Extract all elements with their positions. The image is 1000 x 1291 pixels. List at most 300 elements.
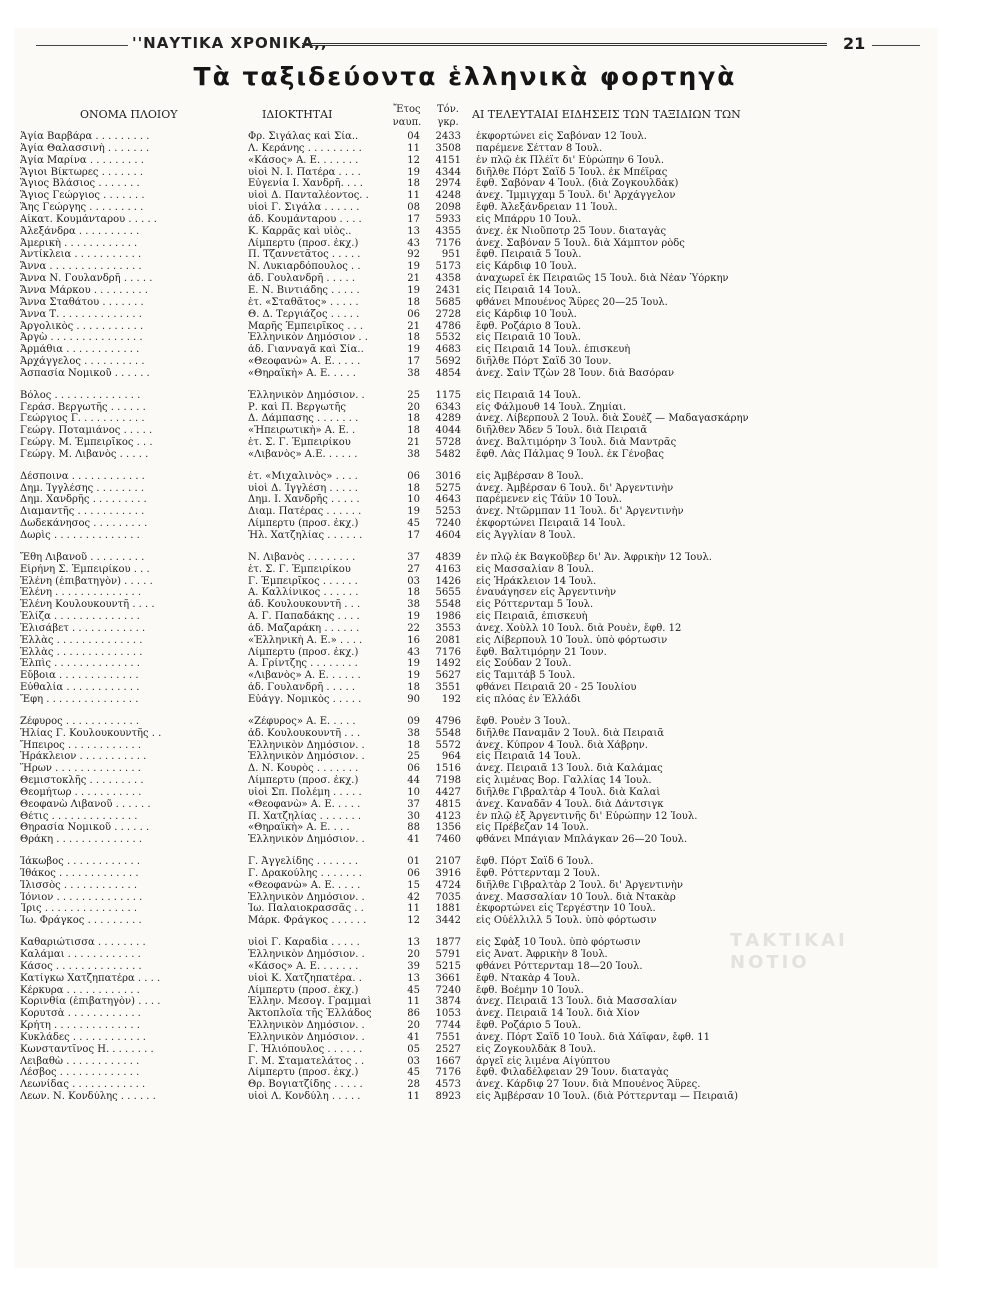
owner-name: Δ. Δάμπασης . . . . . . . xyxy=(248,413,359,425)
ship-name: Γεώργιος Γ. . . . . . . . . . . xyxy=(20,413,145,425)
owner-name: «Ἑλληνικὴ Α. Ε.» . . . . xyxy=(248,634,363,646)
latest-news: ἀργεῖ εἰς λιμένα Αἰγύπτου xyxy=(476,1055,611,1067)
latest-news: εἰς Ἀνατ. Ἀφρικὴν 8 Ἰουλ. xyxy=(476,949,608,960)
masthead xyxy=(20,32,930,56)
column-header-tons-line1: Τόν. xyxy=(437,104,459,115)
latest-news: εἰς Σφὰξ 10 Ἰουλ. ὑπὸ φόρτωσιν xyxy=(476,937,641,949)
page-title: Τὰ ταξιδεύοντα ἑλληνικὰ φορτηγὰ xyxy=(193,62,737,91)
table-row xyxy=(20,238,900,250)
owner-name: Α. Γ. Παπαδάκης . . . . xyxy=(248,611,360,623)
gross-tons: 4355 xyxy=(435,225,461,237)
latest-news: ἀνεχ. Ἴμμιγχαμ 5 Ἰουλ. δι' Ἀρχάγγελον xyxy=(476,190,676,202)
owner-name: «Θεοφανὼ» Α. Ε. . . . . xyxy=(248,356,361,368)
gross-tons: 4839 xyxy=(435,551,461,563)
owner-name: Ε. Ν. Βιντιάδης . . . . . xyxy=(248,284,360,296)
owner-name: Θ. Δ. Τεργιάζος . . . . . xyxy=(248,308,360,320)
gross-tons: 6343 xyxy=(435,401,461,413)
owner-name: υἱοὶ Ν. Ι. Πατέρα . . . . xyxy=(248,166,361,178)
latest-news: εἰς Πειραιᾶ 14 Ἰουλ. xyxy=(476,751,581,763)
owner-name: «Κάσος» Α. Ε. . . . . . . xyxy=(248,960,359,972)
latest-news: εἰς Σούδαν 2 Ἰουλ. xyxy=(476,658,572,670)
build-year: 12 xyxy=(407,154,420,166)
gross-tons: 4643 xyxy=(435,494,461,506)
latest-news: ἔφθ. Ροζάριο 5 Ἰουλ. xyxy=(476,1020,582,1032)
gross-tons: 1881 xyxy=(435,903,461,915)
table-row xyxy=(20,1056,900,1068)
build-year: 18 xyxy=(407,682,420,694)
ship-name: Κρήτη . . . . . . . . . . . . . . xyxy=(20,1020,140,1032)
table-row xyxy=(20,658,900,670)
gross-tons: 964 xyxy=(441,751,461,763)
latest-news: ἔφθ. Βοέμην 10 Ἰουλ. xyxy=(476,984,584,996)
owner-name: ἀδ. Κουμάνταρου . . . . xyxy=(248,213,362,225)
latest-news: ἐν πλῷ ἐκ Βαγκοῦβερ δι' Ἀν. Ἀφρικὴν 12 Ἰουλ. xyxy=(476,551,712,563)
owner-name: «Θεοφανὼ» Α. Ε. . . . . xyxy=(248,879,361,891)
table-row xyxy=(20,973,900,985)
build-year: 08 xyxy=(407,202,420,214)
table-row xyxy=(20,587,900,599)
latest-news: διῆλθε Παναμᾶν 2 Ἰουλ. διὰ Πειραιᾶ xyxy=(476,727,665,739)
build-year: 17 xyxy=(407,530,420,541)
build-year: 18 xyxy=(407,482,420,494)
table-row xyxy=(20,716,900,728)
ship-name: Ἰθάκος . . . . . . . . . . . . . xyxy=(20,867,139,879)
owner-name: Εὐάγγ. Νομικὸς . . . . . xyxy=(248,693,362,705)
gross-tons: 7551 xyxy=(435,1031,461,1043)
build-year: 27 xyxy=(407,563,420,575)
latest-news: φθάνει Μπουένος Ἄϋρες 20—25 Ἰουλ. xyxy=(476,296,668,308)
build-year: 19 xyxy=(407,166,420,178)
gross-tons: 5627 xyxy=(435,670,461,682)
table-row xyxy=(20,728,900,740)
ship-name: Ζέφυρος . . . . . . . . . . . . xyxy=(20,715,139,727)
build-year: 25 xyxy=(407,751,420,763)
ship-name: Ἀντίκλεια . . . . . . . . . . . xyxy=(20,249,142,261)
build-year: 18 xyxy=(407,332,420,344)
ship-name: Ἅγιος Γεώργιος . . . . . . . xyxy=(20,190,145,202)
table-row xyxy=(20,190,900,202)
build-year: 18 xyxy=(407,413,420,425)
ship-name: Θηρασία Νομικοῦ . . . . . . xyxy=(20,822,150,834)
masthead-rule-left xyxy=(36,45,128,46)
owner-name: ἑτ. «Σταθᾶτος» . . . . . xyxy=(248,296,359,308)
ship-name: Γεώργ. Μ. Ἐμπειρῖκος . . . xyxy=(20,437,153,449)
table-row xyxy=(20,682,900,694)
latest-news: ἀνεχ. Μασσαλίαν 10 Ἰουλ. διὰ Ντακὰρ xyxy=(476,891,676,903)
group-spacer xyxy=(20,380,900,390)
owner-name: «Λιβανὸς» Α. Ε. . . . . . xyxy=(248,670,361,682)
gross-tons: 1516 xyxy=(435,763,461,775)
gross-tons: 8923 xyxy=(435,1091,461,1103)
ship-name: Γεώργ. Ποταμιάνος . . . . . xyxy=(20,425,153,437)
latest-news: ἀνεχ. Πόρτ Σαΐδ 10 Ἰουλ. διὰ Χάϊφαν, ἔφθ. 11 xyxy=(476,1031,710,1043)
ship-name: Ἔθη Λιβανοῦ . . . . . . . . . xyxy=(20,551,145,563)
build-year: 43 xyxy=(407,646,420,658)
gross-tons: 951 xyxy=(441,249,461,261)
ship-name: Ἁγία Θαλασσινὴ . . . . . . . xyxy=(20,142,150,154)
gross-tons: 4248 xyxy=(435,190,461,202)
table-row xyxy=(20,763,900,775)
gross-tons: 5728 xyxy=(435,437,461,449)
latest-news: ἔφθ. Ρουὲν 3 Ἰουλ. xyxy=(476,715,571,727)
column-header-year-line1: Ἔτος xyxy=(393,104,421,115)
table-row xyxy=(20,131,900,143)
build-year: 45 xyxy=(407,984,420,996)
table-row xyxy=(20,321,900,333)
ship-group xyxy=(20,131,900,380)
owner-name: Ἑλλην. Μεσογ. Γραμμαὶ xyxy=(248,996,372,1008)
owner-name: Ἑλληνικὸν Δημόσιον. . xyxy=(248,834,365,846)
table-row xyxy=(20,297,900,309)
table-row xyxy=(20,413,900,425)
column-header-tons-line2: γκρ. xyxy=(437,117,459,128)
table-row xyxy=(20,167,900,179)
latest-news: εἰς Ἀμβέρσαν 8 Ἰουλ. xyxy=(476,470,584,482)
owner-name: Διαμ. Πατέρας . . . . . . xyxy=(248,506,362,518)
latest-news: εἰς Κάρδιφ 10 Ἰουλ. xyxy=(476,308,577,320)
ship-name: Θεμιστοκλῆς . . . . . . . . . xyxy=(20,775,144,787)
latest-news: ἀνεχ. Καναδᾶν 4 Ἰουλ. διὰ Δάντσιγκ xyxy=(476,798,664,810)
table-row xyxy=(20,344,900,356)
latest-news: ἔφθ. Σαβόναν 4 Ἰουλ. (διὰ Ζογκουλδὰκ) xyxy=(476,178,679,190)
build-year: 11 xyxy=(407,1091,420,1103)
table-row xyxy=(20,506,900,518)
gross-tons: 3874 xyxy=(435,996,461,1008)
gross-tons: 3916 xyxy=(435,867,461,879)
latest-news: εἰς Πειραιᾶ, ἐπισκευὴ xyxy=(476,611,588,623)
ship-name: Δημ. Ἰγγλέσης . . . . . . . . xyxy=(20,482,145,494)
ship-group xyxy=(20,390,900,461)
table-row xyxy=(20,273,900,285)
build-year: 37 xyxy=(407,798,420,810)
owner-name: ἀδ. Γουλανδρῆ . . . . . xyxy=(248,273,356,285)
build-year: 86 xyxy=(407,1008,420,1020)
table-row xyxy=(20,576,900,588)
latest-news: ἔφθ. Φιλαδέλφειαν 29 Ἰουν. διαταγὰς xyxy=(476,1067,669,1079)
column-header-year-line2: ναυπ. xyxy=(392,117,422,128)
owner-name: Κ. Καρρᾶς καὶ υἱὸς.. xyxy=(248,225,352,237)
ship-name: Ἔφη . . . . . . . . . . . . . . . xyxy=(20,693,139,705)
latest-news: ἐναυάγησεν εἰς Ἀργεντινὴν xyxy=(476,587,617,599)
build-year: 13 xyxy=(407,937,420,949)
owner-name: Α. Καλλίνικος . . . . . . xyxy=(248,587,359,599)
owner-name: υἱοὶ Δ. Ἰγγλέση . . . . . xyxy=(248,482,358,494)
table-row xyxy=(20,799,900,811)
latest-news: διῆλθε Πόρτ Σαΐδ 5 Ἰουλ. ἐκ Μπέϊρας xyxy=(476,166,668,178)
owner-name: υἱοὶ Γ. Σιγάλα . . . . . . xyxy=(248,202,360,214)
owner-name: Θρ. Βογιατζίδης . . . . . xyxy=(248,1079,363,1091)
ship-name: Ἤπειρος . . . . . . . . . . . . xyxy=(20,739,142,751)
latest-news: ἀνεχ. Πειραιᾶ 14 Ἰουλ. διὰ Χίον xyxy=(476,1008,640,1020)
latest-news: ἔφθ. Ρόττερνταμ 2 Ἰουλ. xyxy=(476,867,601,879)
ship-name: Ἀργὼ . . . . . . . . . . . . . . . xyxy=(20,332,143,344)
build-year: 38 xyxy=(407,448,420,460)
ship-name: Θεομήτωρ . . . . . . . . . . . xyxy=(20,786,142,798)
latest-news: εἰς πλόας ἐν Ἑλλάδι xyxy=(476,693,581,705)
owner-name: «Λιβανὸς» Α.Ε. . . . . . xyxy=(248,448,358,460)
group-spacer xyxy=(20,542,900,552)
ship-name: Εὔβοια . . . . . . . . . . . . . xyxy=(20,670,139,682)
gross-tons: 1986 xyxy=(435,611,461,623)
gross-tons: 7035 xyxy=(435,891,461,903)
ship-group xyxy=(20,856,900,927)
build-year: 16 xyxy=(407,634,420,646)
owner-name: Ν. Λυκιαρδόπουλος . . xyxy=(248,261,361,273)
latest-news: εἰς Οὐέλλιλλ 5 Ἰουλ. ὑπὸ φόρτωσιν xyxy=(476,915,657,927)
gross-tons: 4344 xyxy=(435,166,461,178)
ship-name: Δωρὶς . . . . . . . . . . . . . . xyxy=(20,530,140,541)
table-row xyxy=(20,1079,900,1091)
latest-news: εἰς Μασσαλίαν 8 Ἰουλ. xyxy=(476,563,594,575)
gross-tons: 5482 xyxy=(435,448,461,460)
latest-news: φθάνει Μπάγιαν Μπλάγκαν 26—20 Ἰουλ. xyxy=(476,834,688,846)
ship-name: Ἄννα . . . . . . . . . . . . . . . xyxy=(20,261,142,273)
latest-news: ἀνεχ. Κύπρον 4 Ἰουλ. διὰ Χάβρην. xyxy=(476,739,648,751)
build-year: 20 xyxy=(407,401,420,413)
masthead-rule-right xyxy=(872,45,920,46)
gross-tons: 2107 xyxy=(435,856,461,868)
latest-news: εἰς Πρέβεζαν 14 Ἰουλ. xyxy=(476,822,589,834)
gross-tons: 4786 xyxy=(435,320,461,332)
owner-name: Ἑλληνικὸν Δημόσιον. . xyxy=(248,739,365,751)
build-year: 19 xyxy=(407,284,420,296)
table-row xyxy=(20,214,900,226)
build-year: 03 xyxy=(407,1055,420,1067)
table-row xyxy=(20,368,900,380)
owner-name: ἀδ. Κουλουκουντῆ . . . xyxy=(248,727,361,739)
gross-tons: 5692 xyxy=(435,356,461,368)
build-year: 18 xyxy=(407,739,420,751)
build-year: 41 xyxy=(407,834,420,846)
owner-name: Ἑλληνικὸν Δημόσιον. . xyxy=(248,949,365,960)
owner-name: «Θηραϊκὴ» Α. Ε. . . . xyxy=(248,822,350,834)
latest-news: ἀνεχ. Χοὺλλ 10 Ἰουλ. διὰ Ρουὲν, ἔφθ. 12 xyxy=(476,622,682,634)
latest-news: εἰς Ρόττερνταμ 5 Ἰουλ. xyxy=(476,599,594,611)
build-year: 21 xyxy=(407,437,420,449)
build-year: 25 xyxy=(407,389,420,401)
latest-news: ἐκφορτώνει εἰς Σαβόναν 12 Ἰουλ. xyxy=(476,131,647,142)
build-year: 28 xyxy=(407,1079,420,1091)
ship-name: Κατίγκω Χατζηπατέρα . . . . xyxy=(20,972,161,984)
owner-name: Ἠλ. Χατζηλίας . . . . . . xyxy=(248,530,363,541)
table-row xyxy=(20,356,900,368)
owner-name: Π. Τζαννετᾶτος . . . . . xyxy=(248,249,361,261)
owner-name: Λίμπερτυ (προσ. ἐκχ.) xyxy=(248,646,359,658)
owner-name: Π. Χατζηλίας . . . . . . . xyxy=(248,810,362,822)
build-year: 11 xyxy=(407,190,420,202)
gross-tons: 2527 xyxy=(435,1043,461,1055)
build-year: 17 xyxy=(407,356,420,368)
table-row xyxy=(20,332,900,344)
owner-name: Ἑλληνικὸν Δημόσιον. . xyxy=(248,1031,365,1043)
gross-tons: 1667 xyxy=(435,1055,461,1067)
ship-name: Ἑλλὰς . . . . . . . . . . . . . . xyxy=(20,646,143,658)
owner-name: Α. Γρίντζης . . . . . . . . xyxy=(248,658,358,670)
table-row xyxy=(20,471,900,483)
ship-name: Λεων. Ν. Κονδύλης . . . . . . xyxy=(20,1091,156,1103)
table-row xyxy=(20,494,900,506)
owner-name: «Κάσος» Α. Ε. . . . . . . xyxy=(248,154,359,166)
latest-news: ἔφθ. Πόρτ Σαΐδ 6 Ἰουλ. xyxy=(476,856,594,868)
build-year: 38 xyxy=(407,367,420,379)
ship-name: Λεωνίδας . . . . . . . . . . . . xyxy=(20,1079,146,1091)
build-year: 06 xyxy=(407,470,420,482)
gross-tons: 1175 xyxy=(435,389,461,401)
ship-name: Κορυτσὰ . . . . . . . . . . . . xyxy=(20,1008,141,1020)
ship-name: Γεράσ. Βεργωτῆς . . . . . . xyxy=(20,401,146,413)
build-year: 18 xyxy=(407,587,420,599)
latest-news: ἔφθ. Λὰς Πάλμας 9 Ἰουλ. ἐκ Γένοβας xyxy=(476,448,665,460)
ship-name: Ἶρις . . . . . . . . . . . . . . . xyxy=(20,903,137,915)
gross-tons: 7176 xyxy=(435,1067,461,1079)
gross-tons: 4044 xyxy=(435,425,461,437)
owner-name: Ἑλληνικὸν Δημόσιον. . xyxy=(248,751,365,763)
owner-name: «Ζέφυρος» Α. Ε. . . . . xyxy=(248,715,356,727)
gross-tons: 5655 xyxy=(435,587,461,599)
ship-name: Ἁγία Βαρβάρα . . . . . . . . . xyxy=(20,131,150,142)
ship-name: Θράκη . . . . . . . . . . . . . . xyxy=(20,834,143,846)
latest-news: ἀνεχ. Ντῶρμπαν 11 Ἰουλ. δι' Ἀργεντινὴν xyxy=(476,506,684,518)
table-row xyxy=(20,996,900,1008)
gross-tons: 2098 xyxy=(435,202,461,214)
ship-name: Κωνσταντῖνος Η. . . . . . . . xyxy=(20,1043,154,1055)
ship-name: Ἐλισάβετ . . . . . . . . . . . . xyxy=(20,622,146,634)
gross-tons: 192 xyxy=(441,693,461,705)
latest-news: ἀνεχ. Πειραιᾶ 13 Ἰουλ. διὰ Καλάμας xyxy=(476,763,663,775)
latest-news: παρέμενε Σέτταν 8 Ἰουλ. xyxy=(476,142,603,154)
gross-tons: 7198 xyxy=(435,775,461,787)
build-year: 18 xyxy=(407,425,420,437)
faint-advertisement: ΤΑΚΤΙΚΑΙ ΝΟΤΙΟ xyxy=(730,930,848,973)
table-row xyxy=(20,670,900,682)
group-spacer xyxy=(20,706,900,716)
ship-name: Θέτις . . . . . . . . . . . . . . xyxy=(20,810,138,822)
gross-tons: 1877 xyxy=(435,937,461,949)
column-header-name: ΟΝΟΜΑ ΠΛΟΙΟΥ xyxy=(80,108,178,121)
owner-name: Λίμπερτυ (προσ. ἐκχ.) xyxy=(248,775,359,787)
latest-news: ἔφθ. Βαλτιμόρην 21 Ἰουν. xyxy=(476,646,607,658)
build-year: 19 xyxy=(407,344,420,356)
build-year: 88 xyxy=(407,822,420,834)
ship-name: Ἄννα Μάρκου . . . . . . . . . xyxy=(20,284,148,296)
gross-tons: 4427 xyxy=(435,786,461,798)
ship-name: Αἰκατ. Κουμάνταρου . . . . . xyxy=(20,213,157,225)
build-year: 45 xyxy=(407,1067,420,1079)
column-header-tons xyxy=(430,103,466,129)
latest-news: ἔφθ. Πειραιᾶ 5 Ἰουλ. xyxy=(476,249,582,261)
table-row xyxy=(20,868,900,880)
build-year: 41 xyxy=(407,1031,420,1043)
owner-name: Ρ. καὶ Π. Βεργωτῆς xyxy=(248,401,346,413)
ship-name: Εὐθαλία . . . . . . . . . . . . xyxy=(20,682,140,694)
ship-name: Ἑλλὰς . . . . . . . . . . . . . . xyxy=(20,634,143,646)
latest-news: εἰς Φάλμουθ 14 Ἰουλ. Ζημίαι. xyxy=(476,401,627,413)
build-year: 38 xyxy=(407,727,420,739)
build-year: 03 xyxy=(407,575,420,587)
latest-news: ἔφθ. Ἀλεξάνδρειαν 11 Ἰουλ. xyxy=(476,202,618,214)
owner-name: Γ. Δρακούλης . . . . . . . xyxy=(248,867,362,879)
gross-tons: 3442 xyxy=(435,915,461,927)
table-row xyxy=(20,249,900,261)
table-row xyxy=(20,623,900,635)
owner-name: Γ. Ἠλιόπουλος . . . . . . xyxy=(248,1043,363,1055)
table-row xyxy=(20,402,900,414)
table-row xyxy=(20,694,900,706)
build-year: 19 xyxy=(407,658,420,670)
owner-name: Δημ. Ι. Χανδρῆς . . . . . xyxy=(248,494,360,506)
ship-name: Ἀσπασία Νομικοῦ . . . . . . xyxy=(20,367,150,379)
owner-name: υἱοὶ Κ. Χατζηπατέρα. . xyxy=(248,972,362,984)
ship-group xyxy=(20,471,900,542)
build-year: 13 xyxy=(407,972,420,984)
latest-news: ἐκφορτώνει εἰς Τεργέστην 10 Ἰουλ. xyxy=(476,903,656,915)
owner-name: Ἀκτοπλοΐα τῆς Ἑλλάδος xyxy=(248,1008,372,1020)
gross-tons: 5253 xyxy=(435,506,461,518)
build-year: 42 xyxy=(407,891,420,903)
table-row xyxy=(20,751,900,763)
gross-tons: 1053 xyxy=(435,1008,461,1020)
build-year: 30 xyxy=(407,810,420,822)
owner-name: Λίμπερτυ (προσ. ἐκχ.) xyxy=(248,518,359,530)
owner-name: υἱοὶ Λ. Κονδύλη . . . . . xyxy=(248,1091,361,1103)
owner-name: Ν. Λιβανὸς . . . . . . . . xyxy=(248,551,356,563)
owner-name: Εὐγενία Ι. Χανδρῆ. . . . xyxy=(248,178,363,190)
gross-tons: 5791 xyxy=(435,949,461,960)
owner-name: ἑτ. «Μιχαλινὸς» . . . . xyxy=(248,470,358,482)
ship-name: Ἠλίας Γ. Κουλουκουντῆς . . xyxy=(20,727,162,739)
table-row xyxy=(20,635,900,647)
ship-name: Ἅγιοι Βίκτωρες . . . . . . . xyxy=(20,166,144,178)
gross-tons: 5275 xyxy=(435,482,461,494)
owner-name: «Θηραϊκὴ» Α. Ε. . . . . xyxy=(248,367,356,379)
ship-name: Ἀρχάγγελος . . . . . . . . . . xyxy=(20,356,145,368)
table-row xyxy=(20,530,900,542)
table-row xyxy=(20,1008,900,1020)
ship-name: Ἑλίζα . . . . . . . . . . . . . . xyxy=(20,611,140,623)
ship-name: Εἰρήνη Σ. Ἐμπειρίκου . . . xyxy=(20,563,150,575)
owner-name: Ἰω. Παλαιοκρασσᾶς . . xyxy=(248,903,364,915)
ship-name: Ἡράκλειον . . . . . . . . . . . xyxy=(20,751,147,763)
ship-name: Ἑλένη Κουλουκουντῆ . . . . xyxy=(20,599,155,611)
latest-news: εἰς Ταμιτάβ 5 Ἰουλ. xyxy=(476,670,576,682)
owner-name: Ἑλληνικὸν Δημόσιον. . xyxy=(248,389,365,401)
owner-name: υἱοὶ Δ. Πανταλέοντος. . xyxy=(248,190,369,202)
latest-news: φθάνει Ρόττερνταμ 18—20 Ἰουλ. xyxy=(476,960,643,972)
ship-name: Δημ. Χανδρῆς . . . . . . . . . xyxy=(20,494,147,506)
ship-name: Διαμαντῆς . . . . . . . . . . . xyxy=(20,506,145,518)
gross-tons: 4854 xyxy=(435,367,461,379)
table-row xyxy=(20,1091,900,1103)
ship-name: Δέσποινα . . . . . . . . . . . . xyxy=(20,470,145,482)
owner-name: Λίμπερτυ (προσ. ἐκχ.) xyxy=(248,1067,359,1079)
owner-name: Μαρῆς Ἐμπειρῖκος . . . xyxy=(248,320,364,332)
build-year: 15 xyxy=(407,879,420,891)
gross-tons: 2974 xyxy=(435,178,461,190)
owner-name: ἀδ. Γιανναγᾶ καὶ Σία.. xyxy=(248,344,364,356)
ship-name: Κορινθία (ἐπιβατηγὸν) . . . . xyxy=(20,996,161,1008)
owner-name: «Ἠπειρωτικὴ» Α. Ε. . xyxy=(248,425,356,437)
owner-name: Ἑλληνικὸν Δημόσιον. . xyxy=(248,1020,365,1032)
table-row xyxy=(20,178,900,190)
gross-tons: 4815 xyxy=(435,798,461,810)
owner-name: υἱοὶ Σπ. Πολέμη . . . . . xyxy=(248,786,362,798)
ship-name: Θεοφανὼ Λιβανοῦ . . . . . . xyxy=(20,798,151,810)
table-row xyxy=(20,834,900,846)
table-row xyxy=(20,856,900,868)
table-row xyxy=(20,811,900,823)
table-row xyxy=(20,449,900,461)
gross-tons: 1426 xyxy=(435,575,461,587)
